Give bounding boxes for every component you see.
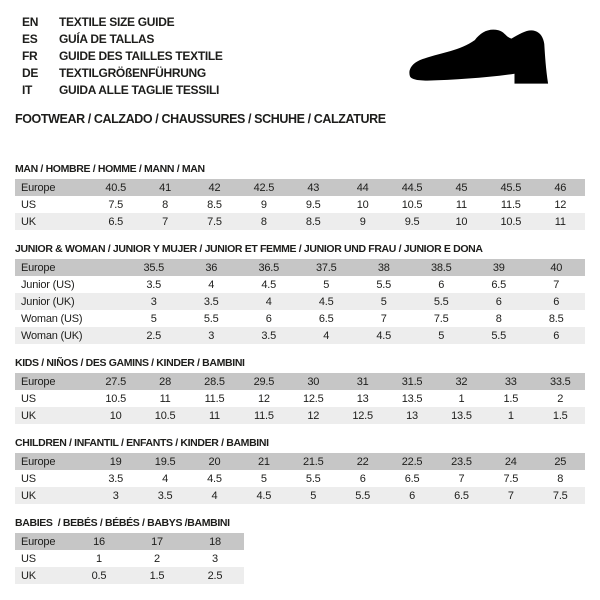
size-value-cell: 6 (495, 295, 502, 308)
size-value-cell: 6.5 (491, 278, 507, 291)
size-value-cell: 9 (260, 198, 267, 211)
size-value-cell: 13.5 (401, 392, 423, 405)
size-table (15, 373, 585, 424)
size-value-cell: 24 (504, 455, 517, 468)
table-row (15, 407, 585, 424)
row-label: Junior (US) (21, 278, 75, 291)
size-value-cell: 22.5 (401, 455, 423, 468)
row-label: Europe (21, 181, 56, 194)
size-value-cell: 13 (356, 392, 369, 405)
size-value-cell: 29.5 (253, 375, 275, 388)
size-table (15, 259, 585, 344)
size-value-cell: 17 (151, 535, 163, 548)
size-value-cell: 7 (458, 472, 465, 485)
size-value-cell: 33 (504, 375, 517, 388)
size-value-cell: 30 (307, 375, 320, 388)
size-value-cell: 5 (260, 472, 267, 485)
size-value-cell: 11 (159, 392, 171, 405)
table-header-row (15, 259, 585, 276)
size-value-cell: 5 (380, 295, 387, 308)
size-value-cell: 10.5 (105, 392, 126, 405)
size-value-cell: 4 (211, 489, 218, 502)
row-label: US (21, 472, 36, 485)
size-value-cell: 5 (150, 312, 157, 325)
table-header-row (15, 453, 585, 470)
table-row (15, 487, 585, 504)
table-row (15, 276, 585, 293)
section-title: CHILDREN / INFANTIL / ENFANTS / KINDER / BAMBINI (15, 437, 269, 449)
size-value-cell: 11 (208, 409, 220, 422)
size-value-cell: 3 (112, 489, 119, 502)
size-value-cell: 13.5 (451, 409, 472, 422)
size-value-cell: 9 (359, 215, 366, 228)
row-label: US (21, 552, 36, 565)
size-value-cell: 12 (307, 409, 320, 422)
language-label: GUÍA DE TALLAS (59, 32, 155, 46)
row-label: Europe (21, 455, 56, 468)
language-label: TEXTILE SIZE GUIDE (59, 15, 175, 29)
size-value-cell: 3.5 (146, 278, 162, 291)
size-value-cell: 18 (209, 535, 221, 548)
row-label: Europe (21, 375, 56, 388)
size-value-cell: 3.5 (203, 295, 219, 308)
size-value-cell: 27.5 (105, 375, 126, 388)
size-value-cell: 21 (257, 455, 270, 468)
size-value-cell: 12 (257, 392, 270, 405)
size-value-cell: 2.5 (146, 329, 162, 342)
size-value-cell: 28.5 (204, 375, 225, 388)
size-value-cell: 19.5 (154, 455, 176, 468)
size-value-cell: 38 (377, 261, 390, 274)
size-value-cell: 7 (380, 312, 387, 325)
size-value-cell: 12 (554, 198, 567, 211)
table-row (15, 567, 244, 584)
row-label: UK (21, 569, 36, 582)
size-value-cell: 6 (359, 472, 366, 485)
size-value-cell: 35.5 (143, 261, 165, 274)
row-label: Junior (UK) (21, 295, 75, 308)
size-value-cell: 1 (507, 409, 514, 422)
size-value-cell: 28 (159, 375, 171, 388)
size-value-cell: 25 (554, 455, 567, 468)
size-value-cell: 7.5 (207, 215, 222, 228)
size-value-cell: 8.5 (207, 198, 222, 211)
table-header-row (15, 373, 585, 390)
section-title: BABIES / BEBÉS / BÉBÉS / BABYS /BAMBINI (15, 517, 230, 529)
size-value-cell: 19 (109, 455, 122, 468)
language-code: DE (22, 66, 39, 80)
size-table (15, 533, 244, 584)
size-value-cell: 40 (550, 261, 563, 274)
size-section (15, 357, 585, 424)
size-value-cell: 11 (554, 215, 566, 228)
table-header-row (15, 533, 244, 550)
size-value-cell: 3 (150, 295, 157, 308)
size-section (15, 163, 585, 230)
size-value-cell: 4 (323, 329, 330, 342)
section-title: JUNIOR & WOMAN / JUNIOR Y MUJER / JUNIOR ET FEMME / JUNIOR UND FRAU / JUNIOR E DONA (15, 243, 483, 255)
size-value-cell: 5 (438, 329, 445, 342)
language-code: ES (22, 32, 38, 46)
size-value-cell: 3 (208, 329, 215, 342)
size-value-cell: 23.5 (451, 455, 472, 468)
size-value-cell: 31 (356, 375, 369, 388)
table-row (15, 310, 585, 327)
size-value-cell: 3.5 (157, 489, 173, 502)
table-row (15, 470, 585, 487)
size-value-cell: 40.5 (105, 181, 126, 194)
language-code: FR (22, 49, 38, 63)
size-value-cell: 7 (162, 215, 169, 228)
size-value-cell: 7 (507, 489, 514, 502)
size-value-cell: 6.5 (454, 489, 469, 502)
size-value-cell: 3.5 (261, 329, 277, 342)
section-title: MAN / HOMBRE / HOMME / MANN / MAN (15, 163, 205, 175)
size-value-cell: 12.5 (302, 392, 324, 405)
row-label: US (21, 392, 36, 405)
size-value-cell: 1 (458, 392, 465, 405)
language-label: TEXTILGRÖßENFÜHRUNG (59, 66, 206, 80)
size-value-cell: 11 (455, 198, 467, 211)
size-value-cell: 5.5 (305, 472, 321, 485)
size-value-cell: 6.5 (108, 215, 124, 228)
size-value-cell: 13 (406, 409, 418, 422)
size-value-cell: 5 (310, 489, 317, 502)
size-value-cell: 4.5 (207, 472, 222, 485)
size-value-cell: 6 (409, 489, 415, 502)
size-value-cell: 8.5 (548, 312, 564, 325)
size-value-cell: 36 (205, 261, 218, 274)
size-value-cell: 7.5 (108, 198, 124, 211)
row-label: US (21, 198, 36, 211)
size-value-cell: 11.5 (500, 198, 521, 211)
size-value-cell: 44.5 (401, 181, 423, 194)
size-value-cell: 36.5 (258, 261, 280, 274)
size-section (15, 437, 585, 504)
size-value-cell: 42 (208, 181, 221, 194)
category-title: FOOTWEAR / CALZADO / CHAUSSURES / SCHUHE / CALZATURE (15, 112, 386, 126)
size-value-cell: 1.5 (503, 392, 519, 405)
size-value-cell: 6 (438, 278, 445, 291)
row-label: Woman (UK) (21, 329, 83, 342)
size-value-cell: 8.5 (305, 215, 321, 228)
size-section (15, 243, 585, 344)
size-value-cell: 10 (356, 198, 369, 211)
size-value-cell: 4 (162, 472, 169, 485)
size-value-cell: 9.5 (404, 215, 420, 228)
size-value-cell: 10.5 (154, 409, 176, 422)
size-value-cell: 0.5 (91, 569, 107, 582)
size-value-cell: 41 (159, 181, 171, 194)
size-value-cell: 5.5 (433, 295, 449, 308)
language-label: GUIDE DES TAILLES TEXTILE (59, 49, 223, 63)
size-value-cell: 31.5 (401, 375, 423, 388)
table-header-row (15, 179, 585, 196)
size-value-cell: 5.5 (203, 312, 219, 325)
size-table (15, 453, 585, 504)
size-value-cell: 45 (455, 181, 468, 194)
size-value-cell: 4 (208, 278, 215, 291)
size-value-cell: 11.5 (253, 409, 274, 422)
size-value-cell: 33.5 (549, 375, 571, 388)
size-value-cell: 44 (356, 181, 369, 194)
table-row (15, 213, 585, 230)
size-value-cell: 2 (154, 552, 160, 565)
size-value-cell: 5.5 (376, 278, 392, 291)
row-label: Woman (US) (21, 312, 83, 325)
size-value-cell: 42.5 (253, 181, 275, 194)
table-row (15, 390, 585, 407)
row-label: UK (21, 489, 36, 502)
size-value-cell: 21.5 (302, 455, 324, 468)
language-code: EN (22, 15, 39, 29)
size-value-cell: 38.5 (430, 261, 452, 274)
size-value-cell: 10.5 (500, 215, 522, 228)
size-section (15, 517, 585, 584)
size-value-cell: 1.5 (552, 409, 568, 422)
size-value-cell: 4.5 (256, 489, 272, 502)
size-value-cell: 6.5 (404, 472, 420, 485)
size-value-cell: 10 (455, 215, 468, 228)
row-label: UK (21, 409, 36, 422)
row-label: Europe (21, 535, 56, 548)
size-value-cell: 39 (492, 261, 505, 274)
size-value-cell: 7 (553, 278, 560, 291)
size-value-cell: 43 (307, 181, 320, 194)
size-tables (15, 163, 585, 584)
size-value-cell: 9.5 (305, 198, 321, 211)
size-value-cell: 10.5 (401, 198, 423, 211)
size-value-cell: 2 (557, 392, 564, 405)
size-value-cell: 4.5 (318, 295, 334, 308)
size-value-cell: 8 (260, 215, 267, 228)
language-label: GUIDA ALLE TAGLIE TESSILI (59, 83, 220, 97)
size-value-cell: 8 (495, 312, 502, 325)
size-value-cell: 4.5 (261, 278, 277, 291)
size-table (15, 179, 585, 230)
header (15, 14, 585, 126)
size-value-cell: 1.5 (149, 569, 165, 582)
size-value-cell: 3 (212, 552, 218, 565)
size-value-cell: 7.5 (433, 312, 449, 325)
size-value-cell: 5.5 (491, 329, 507, 342)
size-value-cell: 45.5 (500, 181, 522, 194)
size-value-cell: 5 (323, 278, 330, 291)
size-value-cell: 10 (109, 409, 122, 422)
size-value-cell: 3.5 (108, 472, 124, 485)
size-value-cell: 1 (96, 552, 102, 565)
size-value-cell: 12.5 (352, 409, 373, 422)
size-value-cell: 32 (455, 375, 468, 388)
size-value-cell: 5.5 (355, 489, 370, 502)
size-value-cell: 4.5 (376, 329, 392, 342)
size-value-cell: 6 (553, 295, 560, 308)
table-row (15, 293, 585, 310)
size-value-cell: 8 (557, 472, 564, 485)
size-value-cell: 6.5 (318, 312, 334, 325)
row-label: UK (21, 215, 36, 228)
language-code: IT (22, 83, 33, 97)
size-value-cell: 20 (208, 455, 221, 468)
size-value-cell: 16 (93, 535, 105, 548)
size-value-cell: 11.5 (204, 392, 225, 405)
size-value-cell: 4 (265, 295, 272, 308)
size-value-cell: 46 (554, 181, 567, 194)
table-row (15, 327, 585, 344)
table-row (15, 196, 585, 213)
size-value-cell: 6 (553, 329, 560, 342)
table-row (15, 550, 244, 567)
shoe-icon (396, 18, 578, 102)
row-label: Europe (21, 261, 56, 274)
section-title: KIDS / NIÑOS / DES GAMINS / KINDER / BAMBINI (15, 357, 245, 369)
size-value-cell: 7.5 (552, 489, 568, 502)
size-value-cell: 2.5 (207, 569, 223, 582)
size-value-cell: 22 (356, 455, 369, 468)
size-value-cell: 37.5 (315, 261, 337, 274)
size-value-cell: 6 (265, 312, 272, 325)
size-value-cell: 7.5 (503, 472, 519, 485)
size-value-cell: 8 (162, 198, 169, 211)
